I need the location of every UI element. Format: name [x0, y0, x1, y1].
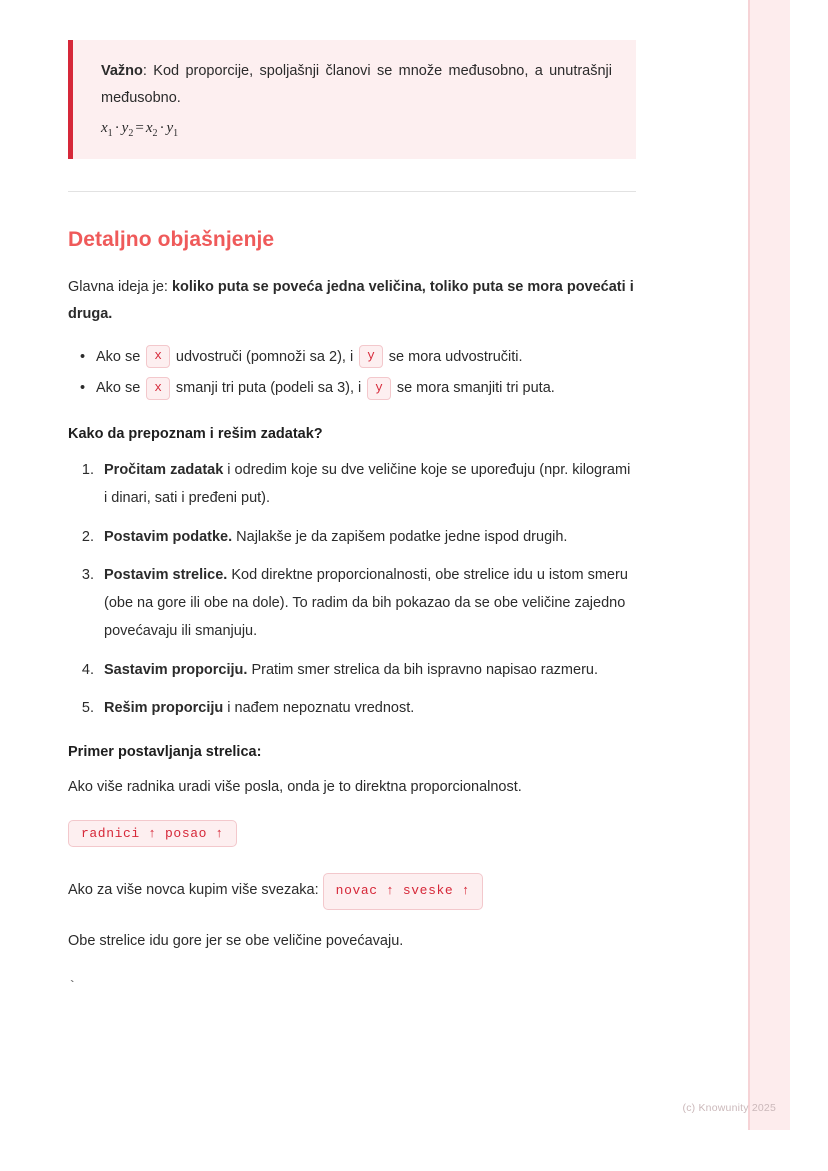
formula-x2-sub: 2: [152, 127, 158, 139]
example-title: Primer postavljanja strelica:: [68, 744, 262, 761]
list-item: [98, 656, 636, 684]
step-0-bold: Pročitam zadatak: [104, 462, 224, 479]
variable-x-chip: x: [146, 377, 170, 400]
formula-x2: x: [145, 119, 153, 136]
howto-steps: [68, 456, 636, 722]
variable-y-chip: y: [367, 377, 391, 400]
callout-label-suffix: :: [142, 63, 154, 79]
key-idea-list: [68, 343, 636, 404]
intro-bold: koliko puta se poveća jedna veličina, toliko puta se mora povećati i druga.: [68, 278, 634, 323]
bullet-1-mid: smanji tri puta (podeli sa 3), i: [171, 380, 366, 397]
step-2-bold: Postavim strelice.: [104, 566, 228, 583]
list-item: [96, 374, 636, 404]
document-page: [68, 0, 636, 995]
page-title: Detaljno objašnjenje: [68, 227, 275, 251]
step-2-rest: Kod direktne proporcionalnosti, obe strelice idu u istom smeru (obe na gore ili obe na dole). To radim da bih pokazao da se obe veličine zajedno povećavaju ili smanjuju.: [104, 566, 628, 640]
callout-label: Važno: [101, 63, 143, 79]
formula-y2: y: [121, 119, 129, 136]
step-4-rest: i nađem nepoznatu vrednost.: [223, 700, 415, 717]
example-paragraph-2-pre: Ako za više novca kupim više svezaka:: [68, 881, 323, 898]
step-0-rest: i odredim koje su dve veličine koje se upoređuju (npr. kilogrami i dinari, sati i pređeni put).: [104, 462, 631, 507]
formula-equals: =: [135, 119, 144, 136]
decorative-right-strip-edge: [748, 0, 750, 1130]
variable-x-chip: x: [146, 345, 170, 368]
intro-paragraph: [68, 274, 636, 329]
bullet-0-mid: udvostruči (pomnoži sa 2), i: [171, 348, 358, 365]
list-item: [96, 343, 636, 373]
list-item: [98, 523, 636, 551]
footer-copyright: (c) Knowunity 2025: [682, 1102, 776, 1114]
example-paragraph-1: Ako više radnika uradi više posla, onda je to direktna proporcionalnost.: [68, 779, 522, 796]
list-item: [98, 456, 636, 513]
bullet-0-post: se mora udvostručiti.: [384, 348, 523, 365]
variable-y-chip: y: [359, 345, 383, 368]
formula-dot-2: ·: [159, 119, 165, 136]
formula-x1-sub: 1: [107, 127, 113, 139]
decorative-right-strip: [750, 0, 790, 1130]
formula-dot-1: ·: [114, 119, 120, 136]
bullet-1-post: se mora smanjiti tri puta.: [392, 380, 555, 397]
example-paragraph-2: [68, 869, 636, 910]
formula-y1-sub: 1: [173, 127, 179, 139]
list-item: [98, 561, 636, 646]
callout-text: [101, 58, 612, 112]
bullet-1-pre: Ako se: [96, 380, 145, 397]
bullet-0-pre: Ako se: [96, 348, 145, 365]
arrow-example-money: novac ↑ sveske ↑: [323, 873, 483, 910]
callout-body: Kod proporcije, spoljašnji članovi se množe međusobno, a unutrašnji međusobno.: [101, 63, 612, 106]
howto-title: Kako da prepoznam i rešim zadatak?: [68, 426, 323, 443]
step-3-bold: Sastavim proporciju.: [104, 661, 248, 678]
step-3-rest: Pratim smer strelica da bih ispravno napisao razmeru.: [247, 661, 598, 678]
important-callout: [68, 40, 636, 159]
formula-y1: y: [166, 119, 174, 136]
formula-y2-sub: 2: [128, 127, 134, 139]
arrow-example-workers: radnici ↑ posao ↑: [68, 820, 237, 847]
proportion-formula: [101, 120, 612, 139]
step-1-bold: Postavim podatke.: [104, 528, 233, 545]
step-1-rest: Najlakše je da zapišem podatke jedne ispod drugih.: [232, 528, 568, 545]
list-item: [98, 694, 636, 722]
example-paragraph-3: Obe strelice idu gore jer se obe veličine povećavaju.: [68, 932, 404, 949]
trailing-backtick: `: [68, 979, 77, 996]
section-divider: [68, 191, 636, 192]
formula-x1: x: [101, 119, 108, 136]
step-4-bold: Rešim proporciju: [104, 700, 224, 717]
intro-lead: Glavna ideja je:: [68, 278, 172, 295]
